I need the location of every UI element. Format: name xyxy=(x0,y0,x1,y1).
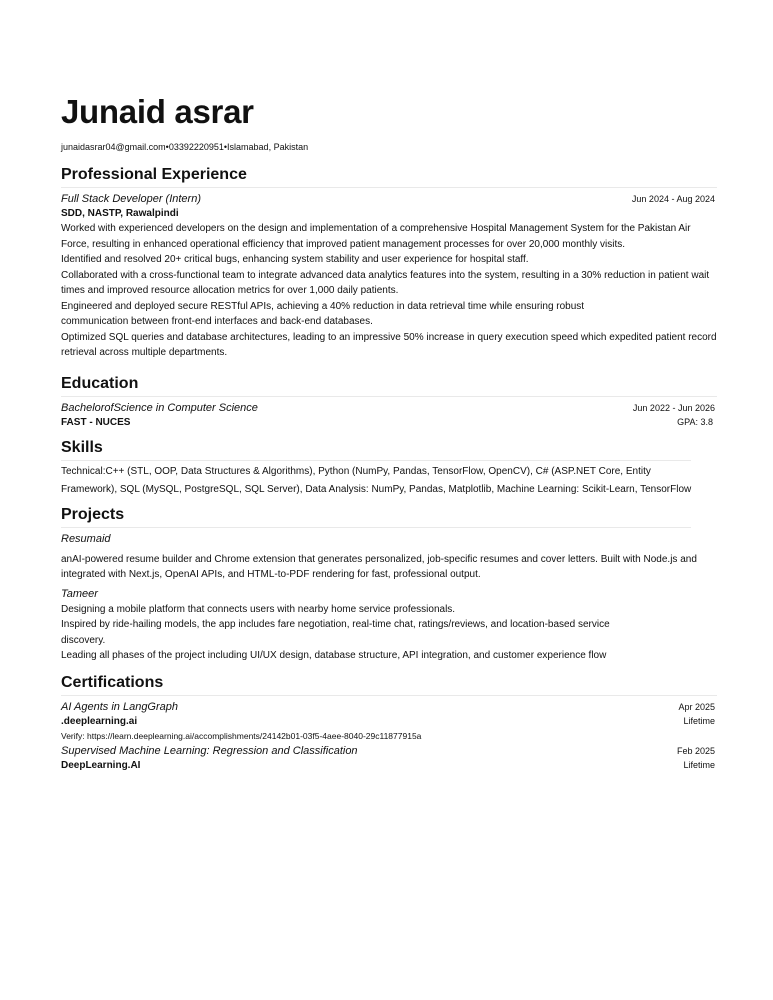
section-title-education: Education xyxy=(61,374,717,397)
skills-text: Technical:C++ (STL, OOP, Data Structures & Algorithms), Python (NumPy, Pandas, TensorFlow, OpenCV), C# (ASP.NET Core, Entity Framework), SQL (MySQL, PostgreSQL, SQL Server), Data Analysis: NumPy, Pandas, Matplotlib, Machine Learning: Scikit-Learn, TensorFlow xyxy=(61,465,692,495)
project-line: Inspired by ride-hailing models, the app includes fare negotiation, real-time chat, ratings/reviews, and location-based service discovery. xyxy=(61,619,610,646)
project-name: Tameer xyxy=(61,587,98,600)
education-header xyxy=(61,400,717,416)
resume-page xyxy=(61,92,717,773)
education-school: FAST - NUCES xyxy=(61,416,131,428)
experience-bullets xyxy=(61,221,717,361)
project-line: Leading all phases of the project including UI/UX design, database structure, API integration, and customer experience flow xyxy=(61,650,607,661)
certification-validity: Lifetime xyxy=(683,715,715,726)
certification-header xyxy=(61,699,717,715)
section-title-skills: Skills xyxy=(61,438,691,461)
experience-date: Jun 2024 - Aug 2024 xyxy=(631,194,715,204)
education-date: Jun 2022 - Jun 2026 xyxy=(632,402,715,413)
project-line: Designing a mobile platform that connects users with nearby home service professionals. xyxy=(61,603,456,615)
certification-verify-link[interactable]: Verify: https://learn.deeplearning.ai/accomplishments/24142b01-03f5-4aee-8040-29c11877915a xyxy=(61,730,422,741)
experience-bullet: Engineered and deployed secure RESTful APIs, achieving a 40% reduction in data retrieval time while ensuring robust communication between front-end interfaces and back-end databases. xyxy=(61,300,585,327)
experience-bullet: Optimized SQL queries and database architectures, leading to an impressive 50% increase in query execution speed which expedited patient record retrieval across multiple departments. xyxy=(61,331,717,358)
candidate-name: Junaid asrar xyxy=(61,93,254,130)
section-title-experience: Professional Experience xyxy=(61,165,717,188)
education-school-row xyxy=(61,416,717,430)
experience-role: Full Stack Developer (Intern) xyxy=(61,193,201,205)
project-name: Resumaid xyxy=(61,532,111,545)
certification-name: AI Agents in LangGraph xyxy=(61,700,179,713)
certification-issuer: DeepLearning.AI xyxy=(61,759,141,771)
education-gpa: GPA: 3.8 xyxy=(677,416,713,427)
certification-date: Apr 2025 xyxy=(678,701,715,712)
certification-issuer: .deeplearning.ai xyxy=(61,715,138,727)
certification-name: Supervised Machine Learning: Regression and Classification xyxy=(61,744,358,757)
education-degree: BachelorofScience in Computer Science xyxy=(61,401,258,414)
experience-bullet: Collaborated with a cross-functional team to integrate advanced data analytics features into the system, resulting in a 30% reduction in patient wait times and improved resource allocation metrics for over 1,000 daily patients. xyxy=(61,269,710,296)
experience-bullet: Worked with experienced developers on the design and implementation of a comprehensive Hospital Management System for the Pakistan Air Force, resulting in enhanced operational efficiency that improved patient management processes for over 20,000 monthly visits. xyxy=(61,223,691,250)
section-title-projects: Projects xyxy=(61,505,691,528)
certification-issuer-row xyxy=(61,759,717,773)
experience-org: SDD, NASTP, Rawalpindi xyxy=(61,208,179,219)
experience-bullet: Identified and resolved 20+ critical bugs, enhancing system stability and user experience for hospital staff. xyxy=(61,254,529,265)
section-title-certifications: Certifications xyxy=(61,673,717,696)
project-description: anAI-powered resume builder and Chrome extension that generates personalized, job-specific resumes and cover letters. Built with Node.js and integrated with Next.js, OpenAI APIs, and HTML-to-PDF rendering for fast, professional output. xyxy=(61,553,697,580)
project-description xyxy=(61,602,717,664)
certification-header xyxy=(61,743,717,759)
certification-issuer-row xyxy=(61,715,717,729)
experience-header xyxy=(61,191,717,207)
certification-date: Feb 2025 xyxy=(676,745,715,756)
contact-line: junaidasrar04@gmail.com•03392220951•Islamabad, Pakistan xyxy=(61,142,309,152)
certification-validity: Lifetime xyxy=(683,759,715,770)
